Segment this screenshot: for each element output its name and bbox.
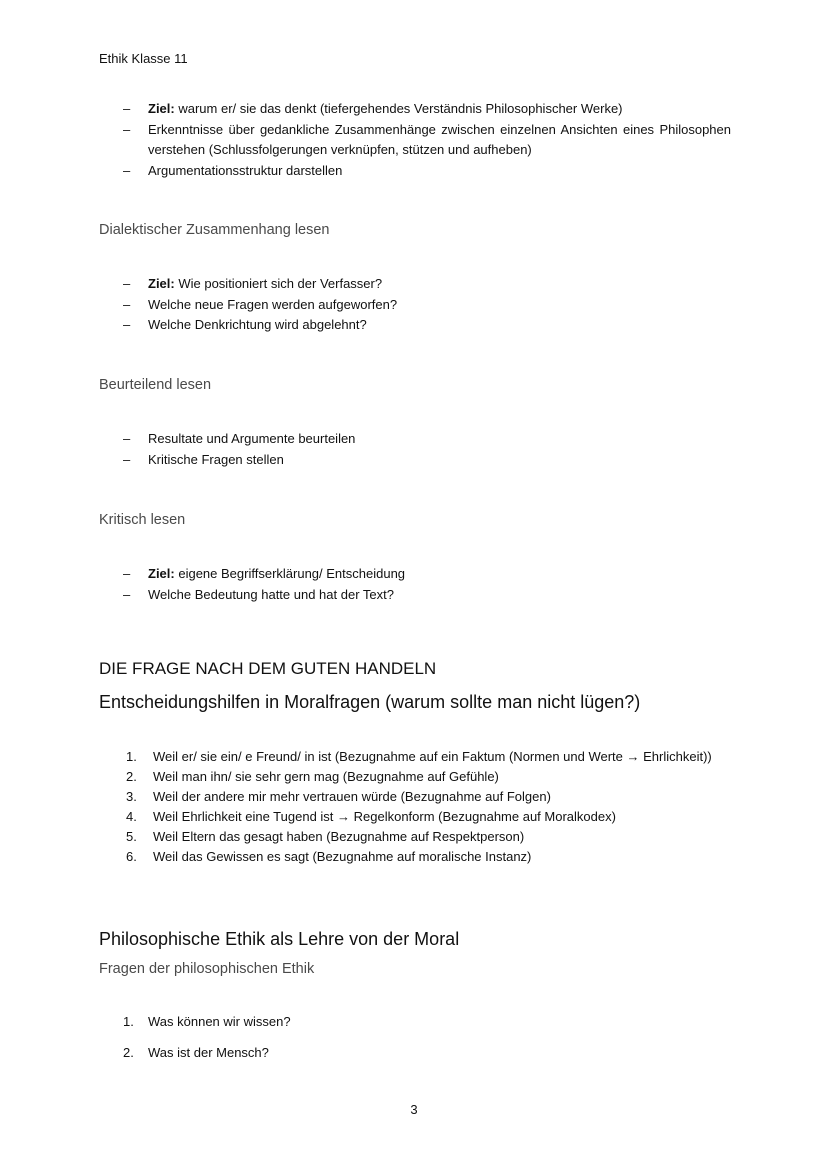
list-item: – Welche neue Fragen werden aufgeworfen? (99, 295, 731, 316)
list-item: – Resultate und Argumente beurteilen (99, 429, 731, 450)
heading-gutes-handeln: DIE FRAGE NACH DEM GUTEN HANDELN (99, 659, 437, 678)
entscheidungshilfen-list-block (99, 747, 731, 867)
list-item: – Argumentationsstruktur darstellen (99, 161, 731, 182)
page-header: Ethik Klasse 11 (99, 51, 188, 66)
list-item: – Ziel: eigene Begriffserklärung/ Entscheidung (99, 564, 731, 585)
kritisch-list-block (99, 564, 731, 605)
intro-list-block (99, 99, 731, 181)
beurteilend-list-block (99, 429, 731, 470)
subtitle-fragen: Fragen der philosophischen Ethik (99, 961, 315, 977)
list-item: 4. Weil Ehrlichkeit eine Tugend ist → Regelkonform (Bezugnahme auf Moralkodex) (126, 809, 616, 824)
list-item: – Welche Denkrichtung wird abgelehnt? (99, 315, 731, 336)
list-item: – Welche Bedeutung hatte und hat der Text? (99, 585, 731, 606)
list-item: – Ziel: warum er/ sie das denkt (tiefergehendes Verständnis Philosophischer Werke) (99, 99, 731, 120)
list-item: 5. Weil Eltern das gesagt haben (Bezugnahme auf Respektperson) (126, 829, 525, 844)
fragen-list-block (99, 1014, 731, 1076)
list-item: 2. Weil man ihn/ sie sehr gern mag (Bezugnahme auf Gefühle) (126, 769, 499, 784)
heading-philosophische-ethik: Philosophische Ethik als Lehre von der Moral (99, 929, 460, 949)
dialektisch-list-block (99, 274, 731, 336)
list-item: – Erkenntnisse über gedankliche Zusammenhänge zwischen einzelnen Ansichten eines Philosophen verstehen (Schlussfolgerungen verknüpfen, stützen und aufheben) (99, 120, 731, 161)
list-item: 3. Weil der andere mir mehr vertrauen würde (Bezugnahme auf Folgen) (126, 789, 551, 804)
entscheidungshilfen-list (99, 747, 731, 867)
dialektisch-list (99, 274, 731, 336)
list-item: 2. Was ist der Mensch? (123, 1045, 269, 1060)
intro-list (99, 99, 731, 181)
section-title-dialektisch: Dialektischer Zusammenhang lesen (99, 222, 330, 238)
list-item: – Kritische Fragen stellen (99, 450, 731, 471)
list-item: 1. Was können wir wissen? (123, 1014, 291, 1029)
section-title-beurteilend: Beurteilend lesen (99, 377, 212, 393)
kritisch-list (99, 564, 731, 605)
list-item: – Ziel: Wie positioniert sich der Verfasser? (99, 274, 731, 295)
list-item: 1. Weil er/ sie ein/ e Freund/ in ist (Bezugnahme auf ein Faktum (Normen und Werte → Ehrlichkeit)) (126, 749, 712, 764)
page-number: 3 (410, 1102, 418, 1117)
subheading-entscheidungshilfen: Entscheidungshilfen in Moralfragen (warum sollte man nicht lügen?) (99, 692, 641, 712)
list-item: 6. Weil das Gewissen es sagt (Bezugnahme auf moralische Instanz) (126, 849, 532, 864)
fragen-list (99, 1014, 731, 1076)
section-title-kritisch: Kritisch lesen (99, 512, 186, 528)
beurteilend-list (99, 429, 731, 470)
